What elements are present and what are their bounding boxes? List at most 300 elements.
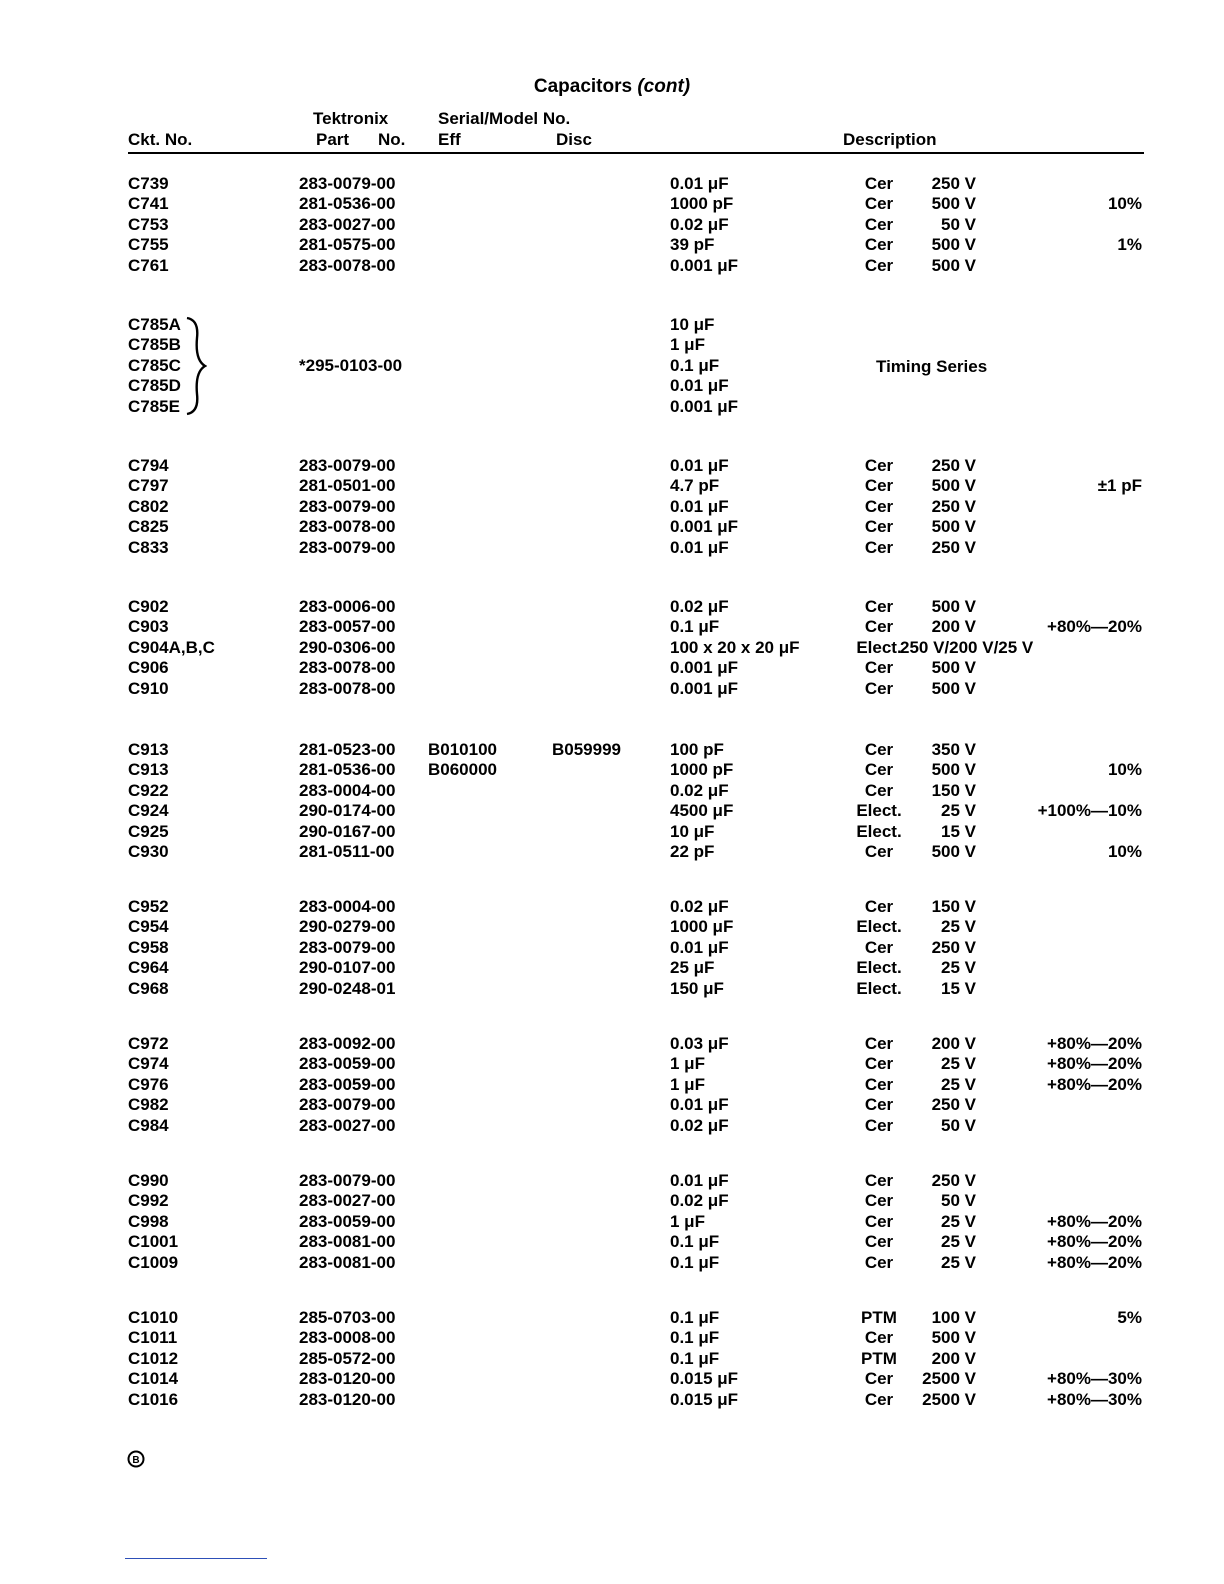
table-row (0, 958, 1224, 978)
page-title (0, 76, 1224, 98)
cell-volt: 200 V (931, 617, 976, 637)
cell-value: 0.01 μF (670, 376, 729, 396)
cell-ckt: C976 (128, 1074, 169, 1094)
cell-value: 0.01 μF (670, 1095, 729, 1115)
cell-ckt: C968 (128, 978, 169, 998)
cell-ckt: C913 (128, 740, 169, 759)
cell-tol: +80%—30% (1047, 1389, 1142, 1409)
cell-ckt: C903 (128, 617, 169, 637)
cell-tol: +100%—10% (1037, 801, 1142, 821)
cell-type: Cer (864, 658, 894, 678)
table-row (0, 1232, 1224, 1252)
cell-volt: 200 V (931, 1034, 976, 1053)
cell-value: 0.015 μF (670, 1389, 739, 1409)
cell-value: 0.001 μF (670, 255, 739, 275)
cell-value: 100 pF (670, 740, 724, 759)
cell-value: 0.001 μF (670, 678, 739, 698)
cell-ckt: C984 (128, 1115, 169, 1135)
cell-volt: 500 V (931, 658, 976, 678)
table-row (0, 917, 1224, 937)
cell-part: 283-0081-00 (299, 1252, 396, 1272)
cell-part: 285-0572-00 (299, 1348, 396, 1368)
cell-type: Cer (864, 537, 894, 557)
cell-eff: B060000 (428, 760, 498, 780)
cell-part: 283-0027-00 (299, 1191, 396, 1211)
cell-tol: 10% (1107, 194, 1142, 214)
table-row (0, 174, 1224, 194)
cell-type: Elect. (856, 958, 902, 978)
cell-ckt: C952 (128, 897, 169, 916)
table-row (0, 760, 1224, 780)
cell-part: 283-0008-00 (299, 1328, 396, 1348)
cell-part: 283-0078-00 (299, 658, 396, 678)
cell-part: 281-0536-00 (299, 760, 396, 780)
cell-volt: 200 V (931, 1348, 976, 1368)
cell-part: 283-0079-00 (299, 496, 396, 516)
cell-value: 4.7 pF (670, 476, 720, 496)
cell-ckt: C910 (128, 678, 169, 698)
cell-part: 283-0004-00 (299, 780, 396, 800)
table-row (0, 740, 1224, 760)
cell-volt: 100 V (931, 1308, 976, 1327)
cell-disc: B059999 (552, 740, 622, 759)
cell-value: 0.01 μF (670, 1171, 729, 1190)
cell-ckt: C1012 (128, 1348, 179, 1368)
cell-value: 0.001 μF (670, 517, 739, 537)
cell-volt: 250 V (931, 456, 976, 475)
cell-part: 283-0079-00 (299, 174, 396, 193)
cell-volt: 15 V (941, 978, 976, 998)
cell-volt: 500 V (931, 235, 976, 255)
table-row (0, 658, 1224, 678)
cell-part: 290-0174-00 (299, 801, 396, 821)
cell-value: 1000 μF (670, 917, 734, 937)
cell-value: 150 μF (670, 978, 724, 998)
cell-volt: 50 V (941, 1191, 976, 1211)
table-row (0, 1075, 1224, 1095)
table-row (0, 1034, 1224, 1054)
cell-ckt: C964 (128, 958, 169, 978)
cell-value: 1 μF (670, 1211, 705, 1231)
cell-ckt: C1010 (128, 1308, 179, 1327)
revision-mark-icon (127, 1450, 145, 1468)
cell-volt: 500 V (931, 517, 976, 537)
cell-type: Cer (864, 1369, 894, 1389)
cell-type: Cer (864, 1115, 894, 1135)
cell-volt: 150 V (931, 897, 976, 916)
cell-ckt: C958 (128, 937, 169, 957)
cell-part: 281-0511-00 (299, 841, 395, 861)
cell-part: 283-0079-00 (299, 456, 396, 475)
cell-volt: 15 V (941, 821, 976, 841)
cell-value: 10 μF (670, 821, 715, 841)
cell-ckt: C902 (128, 597, 169, 616)
table-row (0, 597, 1224, 617)
table-row (0, 1253, 1224, 1273)
cell-volt: 250 V (931, 1171, 976, 1190)
cell-part: 281-0575-00 (299, 235, 396, 255)
cell-volt: 500 V (931, 194, 976, 214)
table-row (0, 1212, 1224, 1232)
cell-volt: 500 V (931, 841, 976, 861)
cell-volt: 25 V (941, 917, 976, 937)
cell-ckt: C904A,B,C (128, 637, 215, 657)
cell-value: 0.01 μF (670, 496, 729, 516)
cell-type: Cer (864, 1191, 894, 1211)
cell-type: Cer (864, 678, 894, 698)
row-group (0, 1034, 1224, 1136)
cell-value: 100 x 20 x 20 μF (670, 637, 800, 657)
cell-value: 1000 pF (670, 760, 734, 780)
cell-ckt: C924 (128, 801, 169, 821)
cell-volt: 25 V (941, 958, 976, 978)
cell-part: 283-0081-00 (299, 1232, 396, 1252)
cell-volt: 250 V/200 V/25 V (900, 637, 1034, 657)
cell-ckt: C906 (128, 658, 169, 678)
cell-part: 281-0523-00 (299, 740, 396, 759)
cell-type: Cer (864, 937, 894, 957)
cell-ckt: C930 (128, 841, 169, 861)
table-row (0, 215, 1224, 235)
cell-part: 283-0120-00 (299, 1389, 396, 1409)
cell-value: 0.015 μF (670, 1369, 739, 1389)
cell-type: Cer (864, 476, 894, 496)
cell-tol: 10% (1107, 841, 1142, 861)
cell-ckt: C992 (128, 1191, 169, 1211)
cell-part: 283-0079-00 (299, 1171, 396, 1190)
cell-tol: +80%—20% (1047, 1034, 1142, 1053)
table-row (0, 1171, 1224, 1191)
header-part: Part (316, 130, 350, 149)
cell-value: 0.02 μF (670, 1115, 729, 1135)
cell-value: 0.1 μF (670, 1252, 720, 1272)
cell-type: Cer (864, 841, 894, 861)
cell-value: 1 μF (670, 1074, 705, 1094)
cell-ckt: C972 (128, 1034, 169, 1053)
cell-tol: +80%—20% (1047, 1232, 1142, 1252)
cell-volt: 350 V (931, 740, 976, 759)
cell-value: 0.1 μF (670, 1308, 720, 1327)
header-no: No. (378, 130, 406, 149)
table-row (0, 979, 1224, 999)
table-row (0, 1095, 1224, 1115)
cell-volt: 25 V (941, 1232, 976, 1252)
cell-part: 283-0078-00 (299, 517, 396, 537)
header-tektronix: Tektronix (313, 109, 389, 128)
cell-type: Elect. (856, 801, 902, 821)
cell-tol: +80%—20% (1047, 1211, 1142, 1231)
cell-value: 0.02 μF (670, 1191, 729, 1211)
cell-value: 25 μF (670, 958, 715, 978)
row-group (0, 456, 1224, 558)
table-row (0, 1116, 1224, 1136)
cell-tol: ±1 pF (1097, 476, 1142, 496)
cell-ckt: C739 (128, 174, 169, 193)
cell-value: 0.001 μF (670, 396, 739, 416)
cell-ckt: C785A (128, 315, 181, 334)
cell-ckt: C753 (128, 214, 169, 234)
cell-ckt: C794 (128, 456, 169, 475)
cell-ckt: C1014 (128, 1369, 179, 1389)
cell-volt: 50 V (941, 1115, 976, 1135)
cell-volt: 50 V (941, 214, 976, 234)
cell-part: 283-0079-00 (299, 1095, 396, 1115)
cell-part: 283-0004-00 (299, 897, 396, 916)
cell-volt: 25 V (941, 1211, 976, 1231)
cell-value: 0.02 μF (670, 897, 729, 916)
cell-value: 0.02 μF (670, 597, 729, 616)
cell-value: 10 μF (670, 315, 715, 334)
cell-ckt: C913 (128, 760, 169, 780)
revision-mark-letter: B (132, 1455, 140, 1466)
cell-value: 1 μF (670, 1054, 705, 1074)
cell-part: 283-0059-00 (299, 1211, 396, 1231)
cell-ckt: C925 (128, 821, 169, 841)
cell-part: 281-0536-00 (299, 194, 396, 214)
cell-value: 0.1 μF (670, 355, 720, 375)
cell-type: Cer (864, 517, 894, 537)
cell-volt: 250 V (931, 1095, 976, 1115)
cell-ckt: C797 (128, 476, 169, 496)
cell-type: Cer (864, 597, 894, 616)
cell-type: Cer (864, 235, 894, 255)
cell-part: 290-0248-01 (299, 978, 396, 998)
cell-ckt: C1016 (128, 1389, 179, 1409)
cell-value: 22 pF (670, 841, 715, 861)
table-row (0, 538, 1224, 558)
header-serial-model: Serial/Model No. (438, 109, 571, 128)
cell-type: Cer (864, 1328, 894, 1348)
cell-type: Cer (864, 1074, 894, 1094)
cell-part: 283-0006-00 (299, 597, 396, 616)
cell-type: Elect. (856, 821, 902, 841)
cell-part: 290-0279-00 (299, 917, 396, 937)
table-row (0, 1349, 1224, 1369)
table-row (0, 938, 1224, 958)
cell-type: PTM (861, 1348, 897, 1368)
table-row (0, 1369, 1224, 1389)
cell-type: Cer (864, 780, 894, 800)
row-group (0, 1171, 1224, 1273)
cell-ckt: C1011 (128, 1328, 178, 1348)
cell-part: 290-0306-00 (299, 637, 396, 657)
cell-tol: +80%—20% (1047, 1054, 1142, 1074)
cell-type: Cer (864, 255, 894, 275)
cell-ckt: C802 (128, 496, 169, 516)
table-row (0, 1191, 1224, 1211)
header-eff: Eff (438, 130, 461, 149)
cell-ckt: C741 (128, 194, 169, 214)
table-row (0, 617, 1224, 637)
table-row (0, 781, 1224, 801)
cell-tol: 5% (1117, 1308, 1142, 1327)
table-row (0, 1308, 1224, 1328)
cell-volt: 250 V (931, 937, 976, 957)
cell-type: Cer (864, 1054, 894, 1074)
row-group (0, 174, 1224, 276)
cell-tol: +80%—20% (1047, 1074, 1142, 1094)
cell-part: 290-0167-00 (299, 821, 396, 841)
cell-ckt: C785C (128, 355, 181, 375)
cell-value: 4500 μF (670, 801, 734, 821)
cell-volt: 500 V (931, 597, 976, 616)
cell-value: 0.1 μF (670, 1328, 720, 1348)
cell-ckt: C755 (128, 235, 169, 255)
cell-type: Cer (864, 760, 894, 780)
cell-type: Elect. (856, 917, 902, 937)
cell-volt: 25 V (941, 1074, 976, 1094)
cell-type: Cer (864, 897, 894, 916)
cell-part: 290-0107-00 (299, 958, 396, 978)
cell-type: Cer (864, 1095, 894, 1115)
cell-value: 39 pF (670, 235, 715, 255)
table-row (0, 456, 1224, 476)
cell-part: 283-0079-00 (299, 537, 396, 557)
cell-eff: B010100 (428, 740, 498, 759)
cell-part: 285-0703-00 (299, 1308, 396, 1327)
table-row (0, 679, 1224, 699)
cell-volt: 500 V (931, 476, 976, 496)
cell-volt: 150 V (931, 780, 976, 800)
cell-type: Cer (864, 214, 894, 234)
cell-ckt: C825 (128, 517, 169, 537)
cell-value: 0.01 μF (670, 537, 729, 557)
table-row (0, 1328, 1224, 1348)
cell-type: Elect. (856, 637, 902, 657)
cell-part: 283-0078-00 (299, 678, 396, 698)
cell-value: 0.02 μF (670, 214, 729, 234)
cell-value: 1000 pF (670, 194, 734, 214)
cell-ckt: C974 (128, 1054, 169, 1074)
table-row (0, 194, 1224, 214)
table-row (0, 256, 1224, 276)
cell-ckt: C785E (128, 396, 180, 416)
title-suffix: (cont) (637, 76, 691, 97)
cell-tol: 1% (1117, 235, 1142, 255)
cell-volt: 500 V (931, 1328, 976, 1348)
cell-ckt: C761 (128, 255, 169, 275)
cell-type: Cer (864, 1232, 894, 1252)
header-description: Description (843, 130, 937, 149)
cell-type: Cer (864, 456, 894, 475)
cell-type: Cer (864, 1389, 894, 1409)
cell-part: *295-0103-00 (299, 355, 403, 375)
cell-volt: 250 V (931, 496, 976, 516)
cell-volt: 2500 V (922, 1369, 976, 1389)
cell-value: 0.1 μF (670, 1232, 720, 1252)
cell-value: 0.001 μF (670, 658, 739, 678)
table-row (0, 235, 1224, 255)
cell-part: 283-0078-00 (299, 255, 396, 275)
row-group (0, 1308, 1224, 1410)
title-main: Capacitors (533, 76, 633, 97)
cell-volt: 500 V (931, 678, 976, 698)
table-row (0, 1390, 1224, 1410)
cell-type: Cer (864, 496, 894, 516)
row-group (0, 740, 1224, 862)
footer-rule (125, 1558, 267, 1559)
table-row (0, 822, 1224, 842)
cell-volt: 2500 V (922, 1389, 976, 1409)
group-brace (183, 316, 207, 416)
cell-part: 283-0027-00 (299, 214, 396, 234)
header-rule (128, 152, 1144, 154)
timing-series-note: Timing Series (876, 357, 988, 376)
cell-type: Cer (864, 740, 894, 759)
cell-volt: 250 V (931, 537, 976, 557)
cell-part: 283-0027-00 (299, 1115, 396, 1135)
row-group (0, 897, 1224, 999)
cell-volt: 25 V (941, 801, 976, 821)
cell-ckt: C1009 (128, 1252, 179, 1272)
table-row (0, 497, 1224, 517)
cell-volt: 250 V (931, 174, 976, 193)
cell-part: 283-0057-00 (299, 617, 396, 637)
cell-ckt: C990 (128, 1171, 169, 1190)
cell-type: Cer (864, 1211, 894, 1231)
cell-part: 283-0059-00 (299, 1074, 396, 1094)
cell-part: 283-0092-00 (299, 1034, 396, 1053)
cell-part: 283-0059-00 (299, 1054, 396, 1074)
cell-type: Cer (864, 194, 894, 214)
cell-value: 0.03 μF (670, 1034, 729, 1053)
cell-ckt: C1001 (128, 1232, 179, 1252)
cell-type: Cer (864, 1171, 894, 1190)
cell-part: 283-0120-00 (299, 1369, 396, 1389)
cell-ckt: C954 (128, 917, 169, 937)
table-row (0, 476, 1224, 496)
cell-tol: +80%—30% (1047, 1369, 1142, 1389)
cell-value: 0.02 μF (670, 780, 729, 800)
cell-ckt: C922 (128, 780, 169, 800)
table-row (0, 638, 1224, 658)
cell-value: 1 μF (670, 335, 705, 355)
cell-value: 0.1 μF (670, 1348, 720, 1368)
cell-ckt: C982 (128, 1095, 169, 1115)
table-row (0, 1054, 1224, 1074)
cell-volt: 25 V (941, 1252, 976, 1272)
cell-ckt: C785D (128, 376, 181, 396)
cell-value: 0.01 μF (670, 174, 729, 193)
cell-ckt: C785B (128, 335, 181, 355)
cell-tol: 10% (1107, 760, 1142, 780)
table-row (0, 897, 1224, 917)
table-row (0, 842, 1224, 862)
cell-volt: 500 V (931, 255, 976, 275)
cell-value: 0.01 μF (670, 937, 729, 957)
cell-type: Cer (864, 617, 894, 637)
cell-value: 0.01 μF (670, 456, 729, 475)
cell-ckt: C998 (128, 1211, 169, 1231)
cell-tol: +80%—20% (1047, 1252, 1142, 1272)
cell-type: Cer (864, 1034, 894, 1053)
cell-type: Elect. (856, 978, 902, 998)
cell-tol: +80%—20% (1047, 617, 1142, 637)
cell-volt: 25 V (941, 1054, 976, 1074)
cell-type: PTM (861, 1308, 897, 1327)
cell-ckt: C833 (128, 537, 169, 557)
cell-type: Cer (864, 174, 894, 193)
row-group (0, 597, 1224, 699)
cell-part: 281-0501-00 (299, 476, 396, 496)
header-disc: Disc (556, 130, 592, 149)
cell-volt: 500 V (931, 760, 976, 780)
cell-value: 0.1 μF (670, 617, 720, 637)
cell-part: 283-0079-00 (299, 937, 396, 957)
table-row (0, 517, 1224, 537)
cell-type: Cer (864, 1252, 894, 1272)
header-ckt: Ckt. No. (128, 130, 193, 149)
